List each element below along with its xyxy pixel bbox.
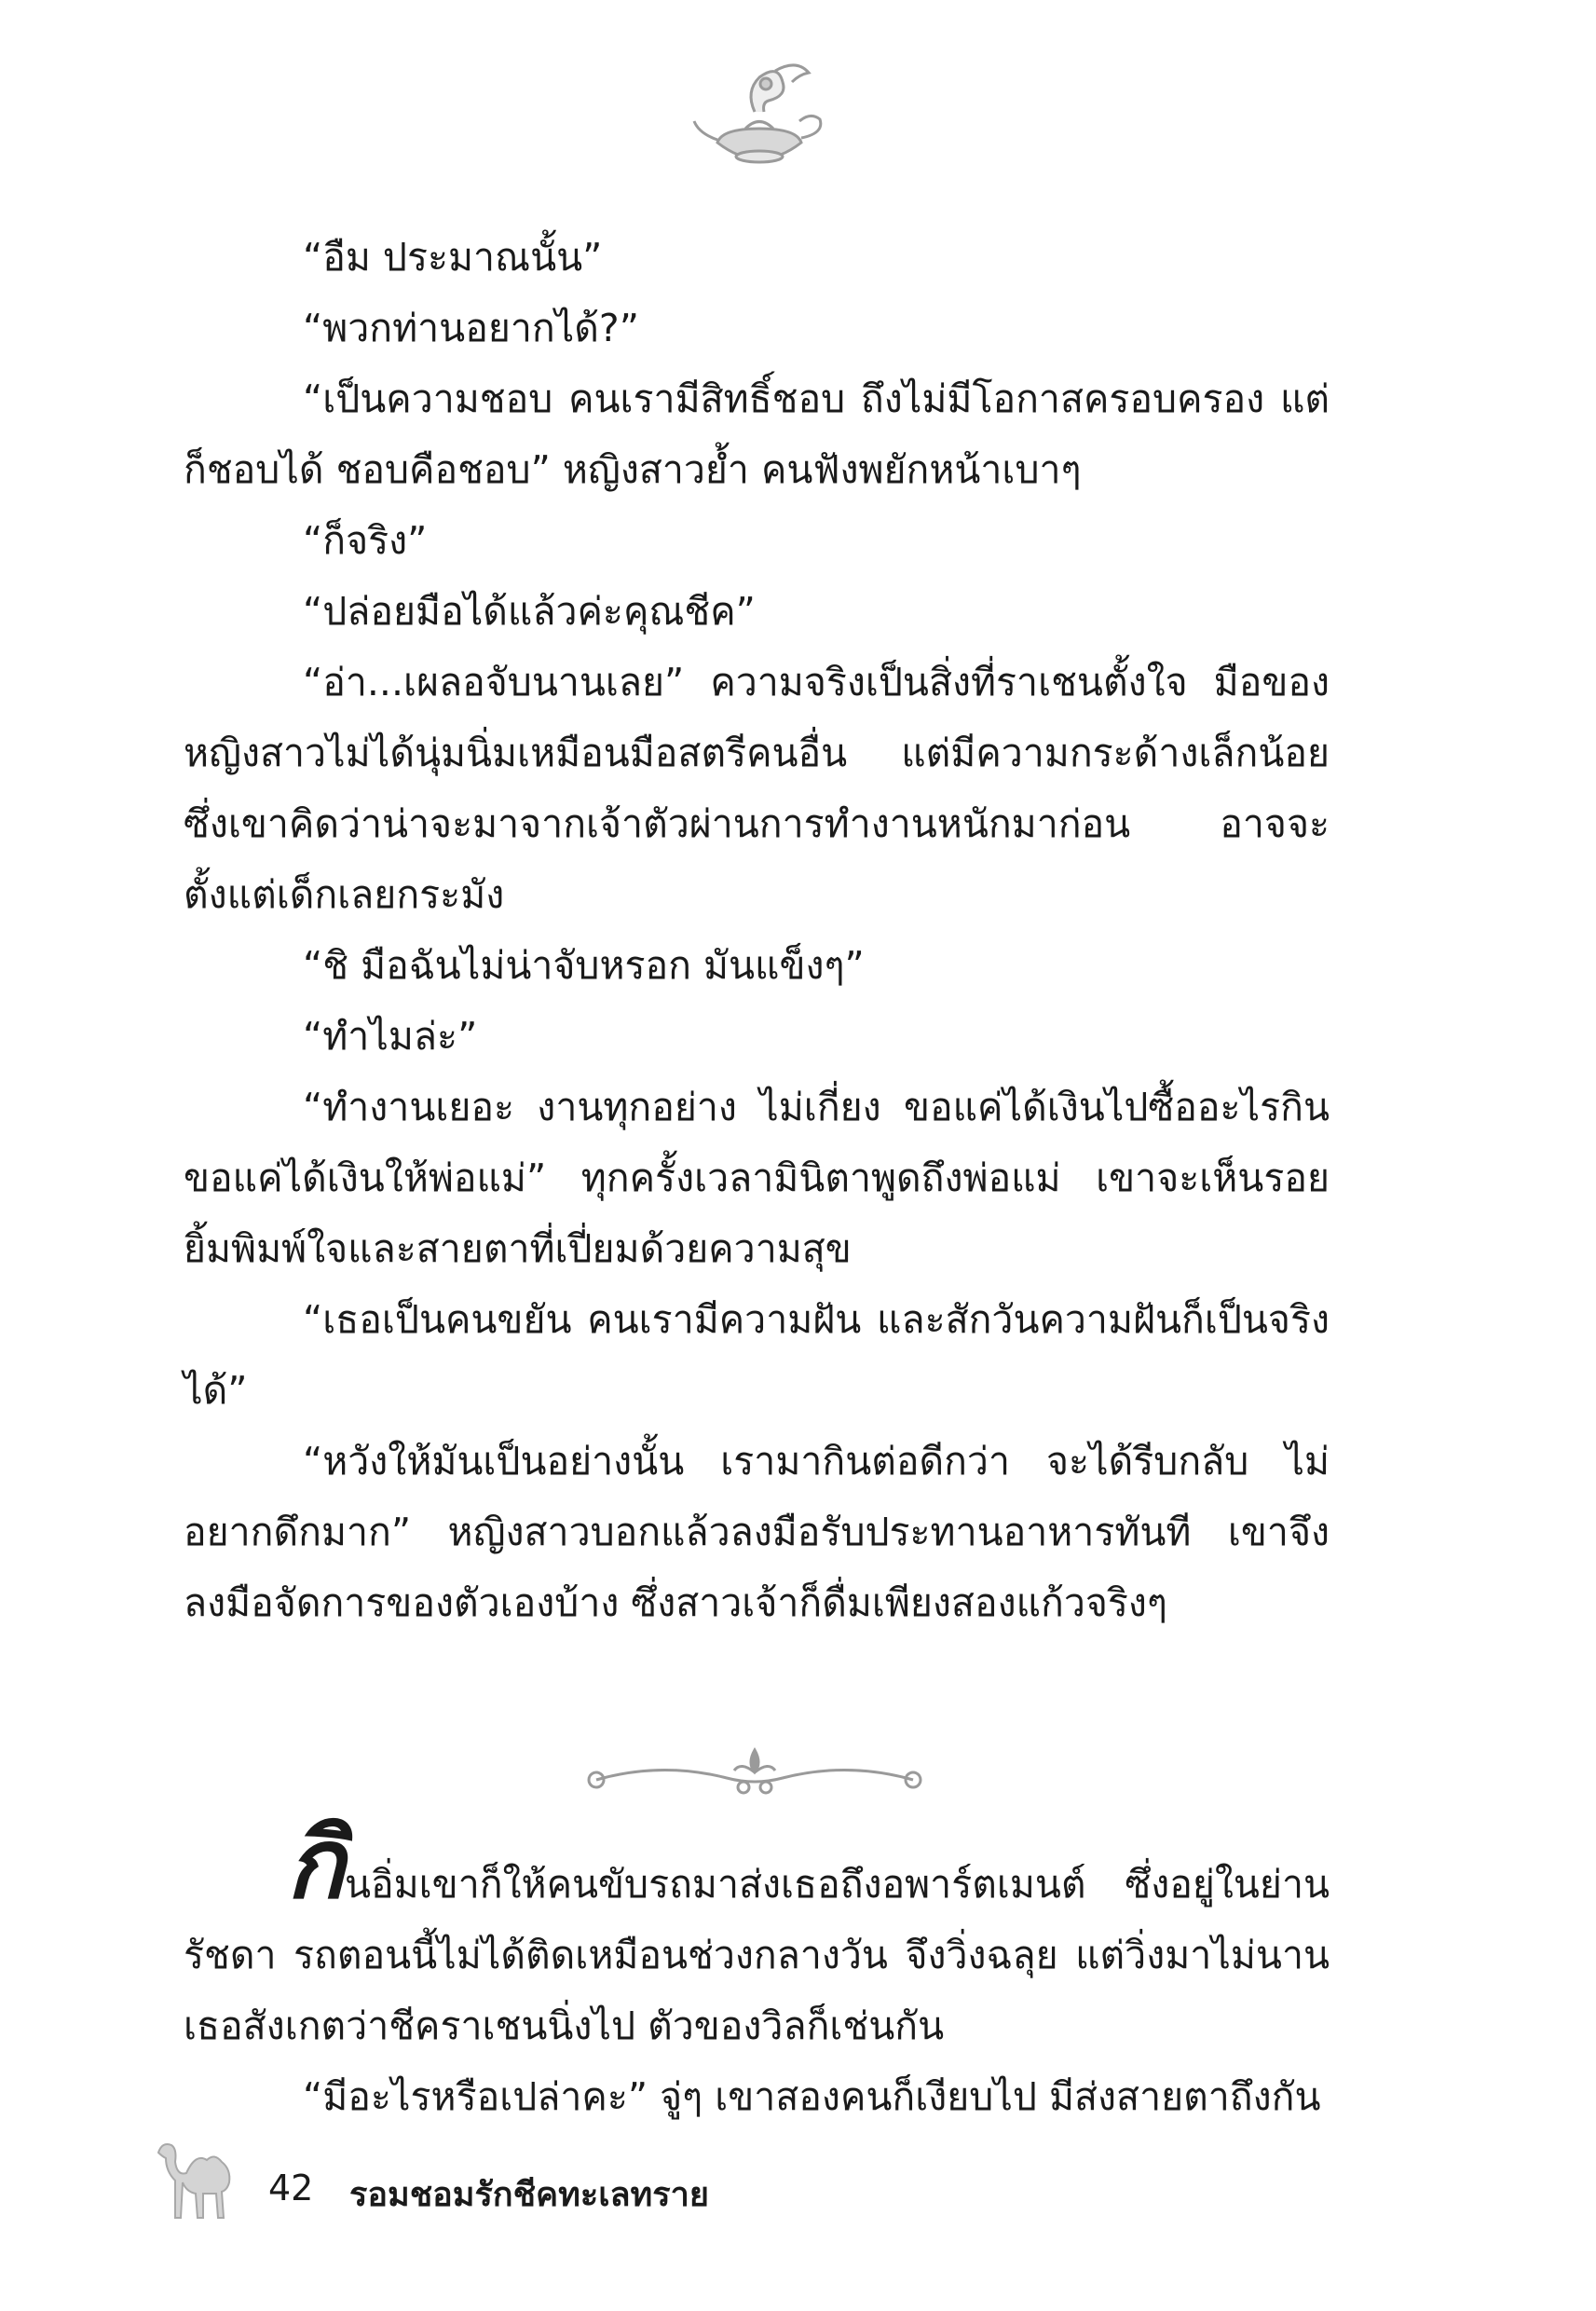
paragraph: “พวกท่านอยากได้?” <box>303 306 639 350</box>
drop-cap: กิ <box>286 1807 345 1921</box>
page-number: 42 <box>268 2167 314 2208</box>
section-two-text <box>184 1807 1330 2132</box>
paragraph: “มีอะไรหรือเปล่าคะ” จู่ๆ เขาสองคนก็เงียบไป มีส่งสายตาถึงกัน <box>303 2074 1321 2119</box>
page-footer <box>149 2125 988 2227</box>
paragraph: “เป็นความชอบ คนเรามีสิทธิ์ชอบ ถึงไม่มีโอกาสครอบครอง แต่ก็ชอบได้ ชอบคือชอบ” หญิงสาวย้ำ คนฟังพยักหน้าเบาๆ <box>184 376 1330 492</box>
paragraph: “เธอเป็นคนขยัน คนเรามีความฝัน และสักวันความฝันก็เป็นจริงได้” <box>184 1297 1330 1413</box>
camel-icon <box>149 2125 242 2227</box>
main-text <box>184 222 1330 1638</box>
paragraph: “อ่า...เผลอจับนานเลย” ความจริงเป็นสิ่งที่ราเชนตั้งใจ มือของหญิงสาวไม่ได้นุ่มนิ่มเหมือนมือสตรีคนอื่น แต่มีความกระด้างเล็กน้อย ซึ่งเขาคิดว่าน่าจะมาจากเจ้าตัวผ่านการทำงานหนักมาก่อน อาจจะตั้งแต่เด็กเลยกระมัง <box>184 660 1330 917</box>
paragraph: “หวังให้มันเป็นอย่างนั้น เรามากินต่อดีกว่า จะได้รีบกลับ ไม่อยากดึกมาก” หญิงสาวบอกแล้วลงมือรับประทานอาหารทันที เขาจึงลงมือจัดการของตัวเองบ้าง ซึ่งสาวเจ้าก็ดื่มเพียงสองแก้วจริงๆ <box>184 1439 1330 1625</box>
paragraph: “ชิ มือฉันไม่น่าจับหรอก มันแข็งๆ” <box>303 943 865 988</box>
paragraph: “ทำงานเยอะ งานทุกอย่าง ไม่เกี่ยง ขอแค่ได้เงินไปซื้ออะไรกิน ขอแค่ได้เงินให้พ่อแม่” ทุกครั้งเวลามินิตาพูดถึงพ่อแม่ เขาจะเห็นรอยยิ้มพิมพ์ใจและสายตาที่เปี่ยมด้วยความสุข <box>184 1085 1330 1271</box>
paragraph-rest: นอิ่มเขาก็ให้คนขับรถมาส่งเธอถึงอพาร์ตเมนต์ ซึ่งอยู่ในย่านรัชดา รถตอนนี้ไม่ได้ติดเหมือนช่วงกลางวัน จึงวิ่งฉลุย แต่วิ่งมาไม่นานเธอสังเกตว่าชีคราเชนนิ่งไป ตัวของวิลก็เช่นกัน <box>184 1862 1330 2048</box>
paragraph: “ปล่อยมือได้แล้วค่ะคุณชีค” <box>303 589 756 634</box>
paragraph: “ทำไมล่ะ” <box>303 1014 478 1059</box>
paragraph-with-dropcap <box>184 1807 1330 2061</box>
scroll-divider-ornament <box>568 1741 941 1806</box>
book-title: รอมชอมรักชีคทะเลทราย <box>349 2176 709 2214</box>
magic-lamp-icon <box>689 54 829 175</box>
paragraph: “ก็จริง” <box>303 518 428 563</box>
paragraph: “อืม ประมาณนั้น” <box>303 235 603 280</box>
